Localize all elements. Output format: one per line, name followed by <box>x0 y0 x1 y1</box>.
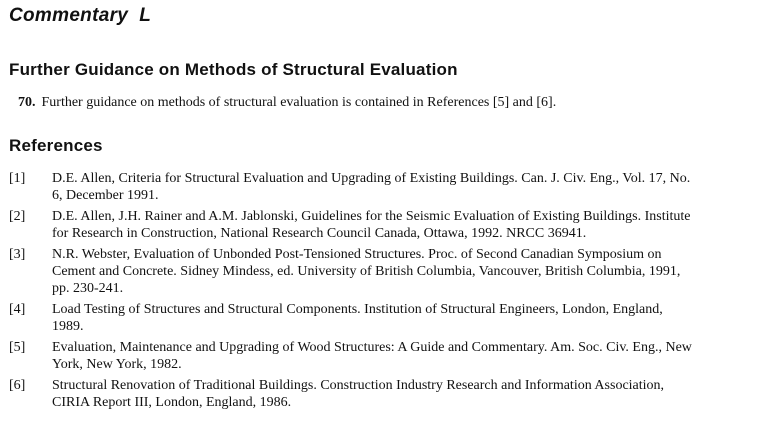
reference-text: N.R. Webster, Evaluation of Unbonded Post-Tensioned Structures. Proc. of Second Canadian Symposium on Cement and Concrete. Sidney Mindess, ed. University of British Columbia, Vancouver, British Columbia, 1991, pp. 230-241. <box>52 247 681 296</box>
references-list <box>9 170 749 415</box>
reference-item-5 <box>9 339 749 373</box>
reference-item-2 <box>9 208 749 242</box>
reference-number: [2] <box>9 209 26 224</box>
reference-item-6 <box>9 377 749 411</box>
reference-text: D.E. Allen, Criteria for Structural Evaluation and Upgrading of Existing Buildings. Can. J. Civ. Eng., Vol. 17, No. 6, December 1991. <box>52 171 691 203</box>
reference-number: [4] <box>9 302 26 317</box>
reference-text: Structural Renovation of Traditional Buildings. Construction Industry Research and Information Association, CIRIA Report III, London, England, 1986. <box>52 378 665 410</box>
reference-number: [3] <box>9 247 26 262</box>
reference-item-3 <box>9 246 749 297</box>
section-heading-guidance: Further Guidance on Methods of Structural Evaluation <box>9 60 458 79</box>
commentary-title: Commentary L <box>9 5 152 26</box>
reference-item-4 <box>9 301 749 335</box>
reference-number: [6] <box>9 378 26 393</box>
reference-text: Evaluation, Maintenance and Upgrading of Wood Structures: A Guide and Commentary. Am. Soc. Civ. Eng., New York, New York, 1982. <box>52 340 692 372</box>
reference-number: [5] <box>9 340 26 355</box>
paragraph-70 <box>18 94 556 111</box>
reference-number: [1] <box>9 171 26 186</box>
reference-item-1 <box>9 170 749 204</box>
section-heading-references: References <box>9 136 103 155</box>
reference-text: D.E. Allen, J.H. Rainer and A.M. Jablonski, Guidelines for the Seismic Evaluation of Existing Buildings. Institute for Research in Construction, National Research Council Canada, Ottawa, 1992. NRCC 36941. <box>52 209 691 241</box>
paragraph-text: Further guidance on methods of structural evaluation is contained in References [5] and [6]. <box>41 95 557 110</box>
reference-text: Load Testing of Structures and Structural Components. Institution of Structural Engineers, London, England, 1989. <box>52 302 663 334</box>
paragraph-number: 70. <box>18 95 36 110</box>
